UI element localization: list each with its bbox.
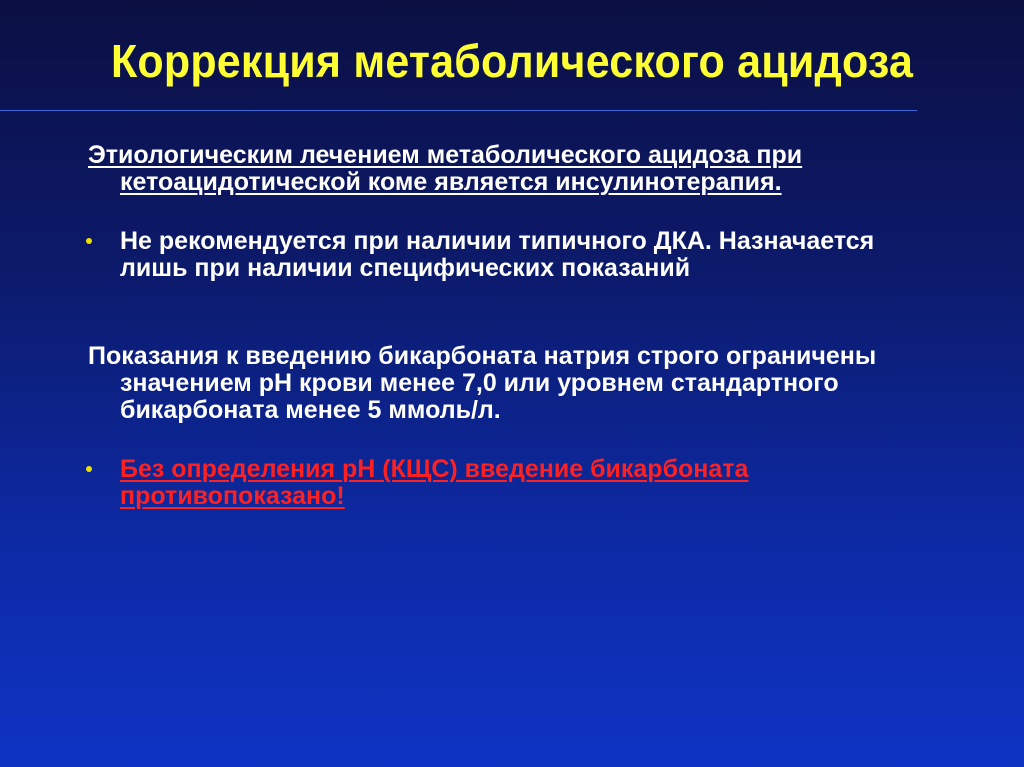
bullet-item-warning (86, 456, 926, 510)
warning-text-wrap (120, 456, 880, 510)
bullet-text-dka: Не рекомендуется при наличии типичного ДКА. Назначается лишь при наличии специфических показаний (120, 227, 875, 282)
intro-text: Этиологическим лечением метаболического ацидоза при кетоацидотической коме является инсулинотерапия. (88, 141, 803, 196)
bullet-item-dka (86, 228, 926, 282)
bullet-icon (86, 238, 92, 244)
warning-text: Без определения pH (КЩС) введение бикарбоната противопоказано! (120, 455, 749, 510)
indications-paragraph: Показания к введению бикарбоната натрия строго ограничены значением pH крови менее 7,0 или уровнем стандартного бикарбоната менее 5 ммоль/л. (88, 342, 877, 424)
title-divider (0, 110, 917, 111)
bullet-icon (86, 466, 92, 472)
intro-paragraph (88, 142, 980, 196)
slide-title: Коррекция метаболического ацидоза (110, 36, 914, 88)
